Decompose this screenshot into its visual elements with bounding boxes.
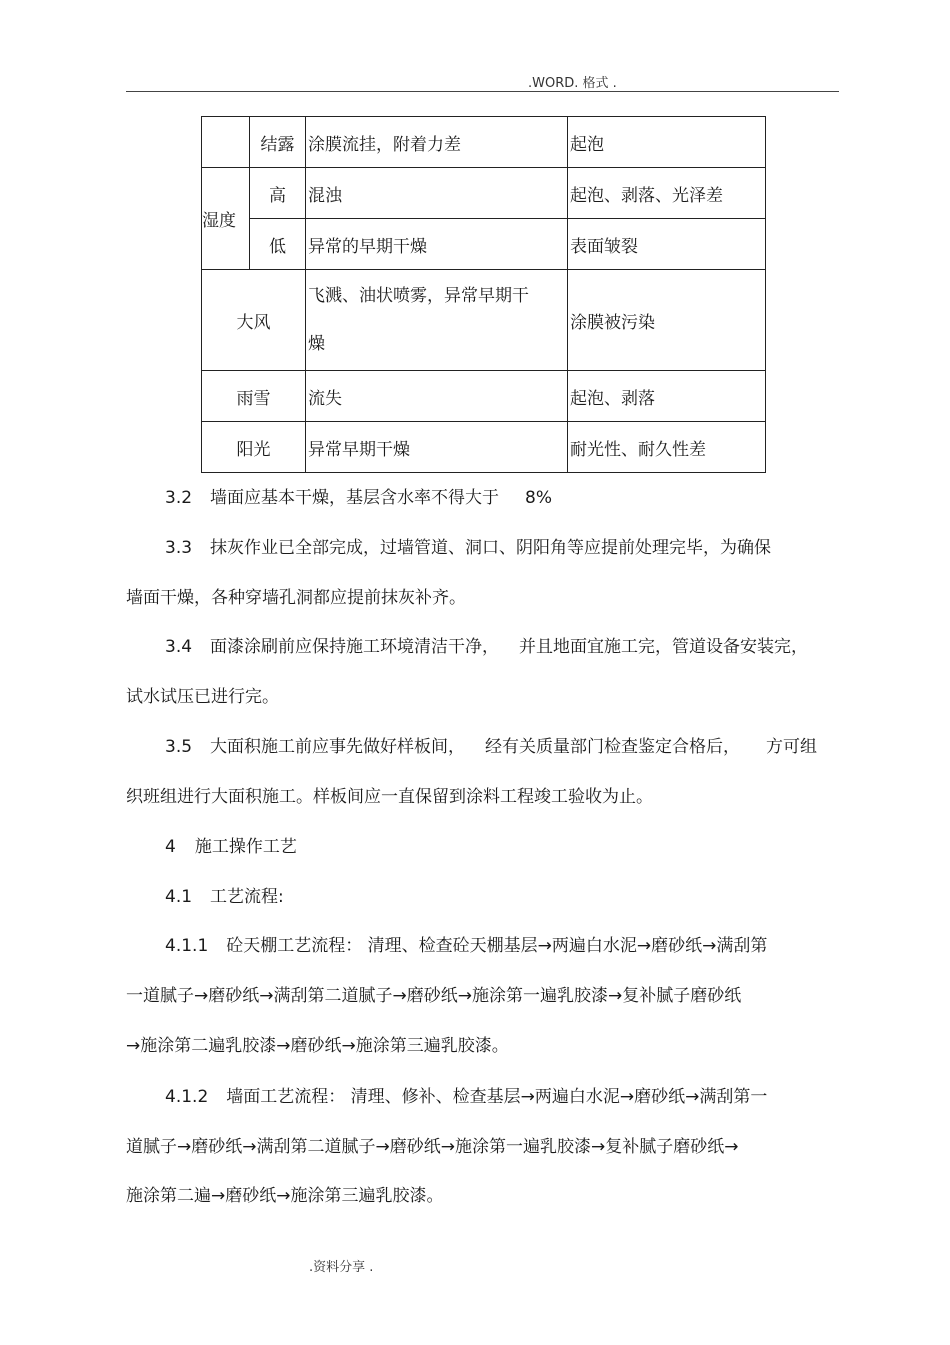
paragraph-text: 经有关质量部门检查鉴定合格后， <box>485 737 741 757</box>
table-cell-effect: 起泡 <box>568 117 766 168</box>
table-cell-category: 大风 <box>202 270 306 371</box>
section-4-heading <box>126 822 838 872</box>
table-cell-category: 湿度 <box>202 168 250 270</box>
paragraph-3-2 <box>126 473 838 523</box>
table-cell-cause <box>306 270 568 371</box>
paragraph-3-5-cont: 织班组进行大面积施工。样板间应一直保留到涂料工程竣工验收为止。 <box>126 787 653 807</box>
page-header: .WORD. 格式 . <box>528 76 617 91</box>
table-cell-effect: 涂膜被污染 <box>568 270 766 371</box>
paragraph-3-5 <box>126 722 838 772</box>
section-number: 3.4 <box>165 637 193 657</box>
section-title: 工艺流程: <box>210 887 284 907</box>
table-cell-sub: 高 <box>250 168 306 219</box>
section-number: 4.1 <box>165 887 193 907</box>
section-number: 3.3 <box>165 538 193 558</box>
table-row <box>202 168 766 219</box>
paragraph-text: 墙面应基本干燥，基层含水率不得大于 <box>210 488 500 508</box>
table-cell-sub: 低 <box>250 219 306 270</box>
section-4-1-heading <box>126 872 838 922</box>
paragraph-3-3-cont: 墙面干燥，各种穿墙孔洞都应提前抹灰补齐。 <box>126 588 466 608</box>
table-row <box>202 371 766 422</box>
table-row <box>202 117 766 168</box>
section-number: 4.1.2 <box>165 1087 209 1107</box>
section-number: 4 <box>165 837 176 857</box>
table-cell-sub: 结露 <box>250 117 306 168</box>
table-cell-cause: 混浊 <box>306 168 568 219</box>
table-row <box>202 422 766 473</box>
paragraph-text: 大面积施工前应事先做好样板间， <box>210 737 466 757</box>
paragraph-text: 砼天棚工艺流程： 清理、检查砼天棚基层→两遍白水泥→磨砂纸→满刮第 <box>226 936 768 956</box>
header-rule <box>126 91 839 92</box>
section-4-1-1-cont: →施涂第二遍乳胶漆→磨砂纸→施涂第三遍乳胶漆。 <box>126 1036 509 1056</box>
section-4-1-2-cont: 道腻子→磨砂纸→满刮第二道腻子→磨砂纸→施涂第一遍乳胶漆→复补腻子磨砂纸→ <box>126 1137 739 1157</box>
paragraph-3-4-cont: 试水试压已进行完。 <box>126 687 279 707</box>
paragraph-text: 抹灰作业已全部完成，过墙管道、洞口、阴阳角等应提前处理完毕，为确保 <box>210 538 772 558</box>
section-number: 4.1.1 <box>165 936 209 956</box>
table-cell-effect: 耐光性、耐久性差 <box>568 422 766 473</box>
section-4-1-2-cont: 施涂第二遍→磨砂纸→施涂第三遍乳胶漆。 <box>126 1186 444 1206</box>
table-row <box>202 270 766 371</box>
table-cell-cause: 异常的早期干燥 <box>306 219 568 270</box>
section-title: 施工操作工艺 <box>194 837 297 857</box>
table-cell-effect: 表面皱裂 <box>568 219 766 270</box>
table-row <box>202 219 766 270</box>
table-cell-category: 阳光 <box>202 422 306 473</box>
paragraph-text: 方可组 <box>766 737 818 757</box>
table-cell-category: 雨雪 <box>202 371 306 422</box>
section-number: 3.2 <box>165 488 193 508</box>
moisture-value: 8% <box>525 488 553 508</box>
section-number: 3.5 <box>165 737 193 757</box>
paragraph-text: 并且地面宜施工完，管道设备安装完， <box>519 637 809 657</box>
table-cell-effect: 起泡、剥落、光泽差 <box>568 168 766 219</box>
table-cell-cause: 流失 <box>306 371 568 422</box>
table-cell-cause: 异常早期干燥 <box>306 422 568 473</box>
paragraph-3-3 <box>126 523 838 573</box>
section-4-1-2 <box>126 1072 838 1122</box>
paragraph-text: 面漆涂刷前应保持施工环境清洁干净， <box>210 637 500 657</box>
condition-table <box>201 116 766 473</box>
table-cell-empty <box>202 117 250 168</box>
section-4-1-1 <box>126 921 838 971</box>
cause-line: 燥 <box>308 334 325 354</box>
page-footer: .资料分享 . <box>309 1260 374 1275</box>
table-cell-effect: 起泡、剥落 <box>568 371 766 422</box>
table-cell-cause: 涂膜流挂，附着力差 <box>306 117 568 168</box>
section-4-1-1-cont: 一道腻子→磨砂纸→满刮第二道腻子→磨砂纸→施涂第一遍乳胶漆→复补腻子磨砂纸 <box>126 986 742 1006</box>
cause-line: 飞溅、油状喷雾，异常早期干 <box>308 286 529 306</box>
paragraph-3-4 <box>126 622 838 672</box>
paragraph-text: 墙面工艺流程： 清理、修补、检查基层→两遍白水泥→磨砂纸→满刮第一 <box>226 1087 768 1107</box>
